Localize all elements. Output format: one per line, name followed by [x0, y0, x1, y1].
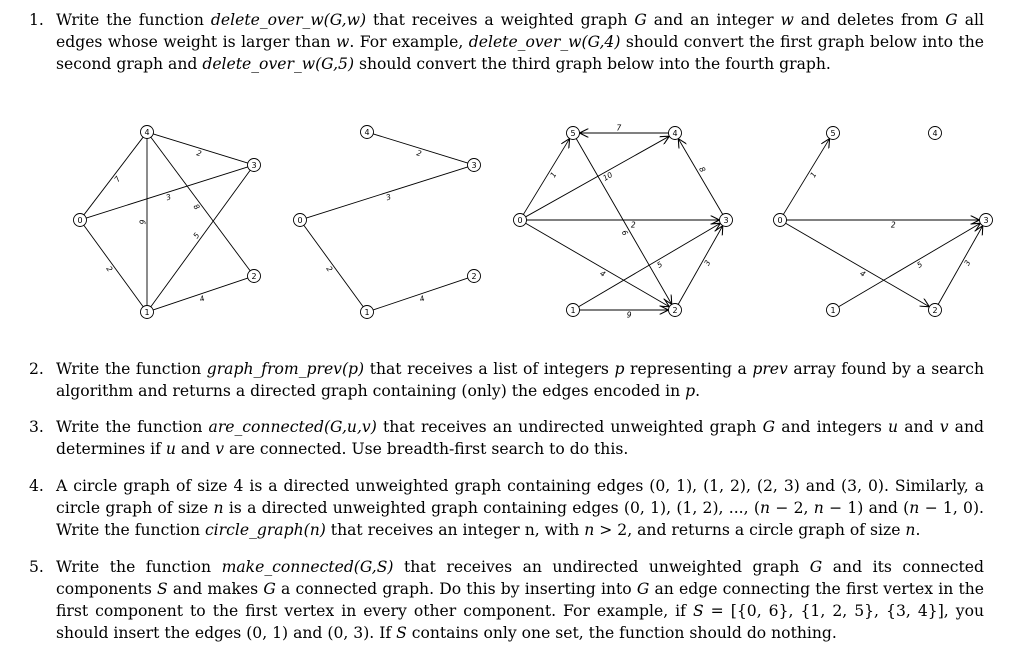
text-run: and integers	[775, 418, 889, 436]
math-variable: G	[263, 580, 276, 598]
text-run: and deletes from	[793, 11, 946, 29]
edge-weight-label: 8	[191, 202, 202, 212]
edge-0-5	[783, 139, 829, 215]
text-run: and	[175, 440, 216, 458]
math-variable: G	[945, 11, 958, 29]
vertex-label: 2	[672, 306, 678, 315]
vertex-label: 0	[297, 216, 303, 225]
edge-weight-label: 5	[655, 259, 665, 270]
problem-number: 4.	[29, 477, 44, 495]
math-variable: w	[336, 33, 350, 51]
vertex-label: 2	[251, 272, 257, 281]
text-run: Write the function	[56, 418, 209, 436]
edge-weight-label: 2	[890, 220, 896, 230]
math-variable: w	[780, 11, 794, 29]
edge-0-4	[526, 136, 670, 217]
text-run: − 1) and (	[823, 499, 910, 517]
function-name: delete_over_w(G,5)	[202, 55, 355, 73]
text-run: all edges whose weight is larger than	[56, 11, 984, 51]
edge-weight-label: 8	[697, 165, 708, 174]
edge-3-1	[151, 170, 250, 306]
vertex-label: 1	[144, 308, 150, 317]
vertex-label: 4	[932, 129, 938, 138]
function-name: graph_from_prev(p)	[206, 360, 365, 378]
graph-1-original	[74, 126, 261, 319]
problem-2	[29, 358, 984, 402]
text-run: and its connected components	[56, 558, 984, 598]
edge-weight-label: 4	[598, 268, 608, 279]
edge-1-3	[839, 220, 981, 306]
edge-weight-label: 6	[619, 228, 630, 238]
problem-3	[29, 416, 984, 460]
edge-weight-label: 7	[616, 123, 622, 133]
edge-0-2	[526, 220, 670, 306]
edge-weight-label: 4	[198, 293, 206, 304]
edge-2-3	[938, 226, 983, 305]
vertex-label: 0	[777, 216, 783, 225]
vertex-label: 2	[932, 306, 938, 315]
problem-text	[56, 416, 984, 460]
vertex-label: 4	[672, 129, 678, 138]
function-name: delete_over_w(G,4)	[468, 33, 621, 51]
math-variable: p	[614, 360, 625, 378]
vertex-label: 4	[364, 128, 370, 137]
edge-weight-label: 1	[808, 170, 819, 180]
edge-weight-label: 3	[164, 192, 173, 203]
text-run: and an integer	[646, 11, 781, 29]
edge-weight-label: 3	[962, 258, 973, 268]
text-run: representing a	[624, 360, 753, 378]
text-run: − 2,	[769, 499, 814, 517]
vertex-label: 0	[77, 216, 83, 225]
edge-weight-label: 5	[191, 230, 202, 241]
math-variable: S	[692, 602, 704, 620]
edge-weight-label: 7	[112, 174, 123, 184]
text-run: = [{0, 6}, {1, 2, 5}, {3, 4}], you should insert the edges (0, 1) and (0, 3). If	[56, 602, 985, 642]
text-run: that receives an undirected unweighted graph	[393, 558, 810, 576]
edge-weight-label: 10	[601, 170, 615, 183]
math-variable: S	[396, 624, 407, 642]
problem-text	[56, 556, 984, 644]
edge-weight-label: 2	[324, 264, 335, 274]
math-variable: n	[213, 499, 224, 517]
math-variable: n	[909, 499, 920, 517]
edge-weight-label: 2	[415, 148, 423, 159]
edge-weight-label: 6	[137, 219, 147, 225]
vertex-label: 3	[983, 216, 989, 225]
text-run: contains only one set, the function should do nothing.	[406, 624, 837, 642]
problem-number: 5.	[29, 558, 44, 576]
text-run: and makes	[167, 580, 264, 598]
problem-1	[29, 9, 984, 75]
math-variable: n	[584, 521, 595, 539]
text-run: Write the function	[56, 360, 207, 378]
math-variable: n	[813, 499, 824, 517]
edge-weight-label: 3	[702, 258, 713, 268]
text-run: and	[898, 418, 940, 436]
graph-3-directed-original	[514, 124, 733, 320]
edge-weight-label: 2	[104, 264, 115, 274]
edge-3-4	[678, 139, 722, 215]
text-run: a connected graph. Do this by inserting into	[275, 580, 637, 598]
math-variable: G	[809, 558, 823, 576]
text-run: Write the function	[56, 558, 222, 576]
edge-weight-label: 9	[626, 310, 632, 320]
text-run: that receives an undirected unweighted graph	[376, 418, 763, 436]
problem-text	[56, 9, 984, 75]
math-variable: prev	[752, 360, 788, 378]
problem-number: 3.	[29, 418, 44, 436]
text-run: .	[915, 521, 921, 539]
text-run: . For example,	[349, 33, 469, 51]
vertex-label: 2	[471, 272, 477, 281]
text-run: A circle graph of size 4 is a directed unweighted graph containing edges (0, 1), (1, 2), (2, 3) and (3, 0). Similarly, a circle graph of size	[56, 477, 984, 517]
text-run: are connected. Use breadth-first search to do this.	[224, 440, 629, 458]
math-variable: p	[685, 382, 696, 400]
vertex-label: 3	[471, 161, 477, 170]
math-variable: v	[939, 418, 949, 436]
vertex-label: 3	[723, 216, 729, 225]
edge-weight-label: 1	[548, 170, 559, 180]
text-run: and determines if	[56, 418, 984, 458]
vertex-label: 3	[251, 161, 257, 170]
graph-2-filtered-w4	[294, 126, 481, 319]
vertex-label: 1	[570, 306, 576, 315]
problem-number: 1.	[29, 11, 44, 29]
text-run: array found by a search algorithm and returns a directed graph containing (only) the edges encoded in	[56, 360, 984, 400]
math-variable: v	[215, 440, 224, 458]
vertex-label: 5	[830, 129, 836, 138]
edge-2-3	[678, 226, 723, 305]
vertex-label: 4	[144, 128, 150, 137]
math-variable: G	[762, 418, 776, 436]
vertex-label: 0	[517, 216, 523, 225]
math-variable: G	[636, 580, 650, 598]
edge-weight-label: 3	[384, 192, 393, 203]
text-run: is a directed unweighted graph containing edges (0, 1), (1, 2), ..., (	[223, 499, 760, 517]
function-name: are_connected(G,u,v)	[208, 418, 377, 436]
math-variable: G	[634, 11, 647, 29]
text-run: .	[695, 382, 701, 400]
vertex-label: 1	[364, 308, 370, 317]
edge-weight-label: 5	[915, 259, 925, 270]
edge-1-3	[579, 220, 721, 306]
text-run: that receives an integer n, with	[325, 521, 585, 539]
edge-weight-label: 2	[195, 148, 203, 159]
math-variable: u	[165, 440, 176, 458]
problem-5	[29, 556, 984, 644]
vertex-label: 5	[570, 129, 576, 138]
text-run: an edge connecting the first vertex in the first component to the first vertex in every other component. For example, if	[56, 580, 984, 620]
text-run: should convert the third graph below into the fourth graph.	[354, 55, 831, 73]
function-name: delete_over_w(G,w)	[210, 11, 367, 29]
problem-text	[56, 475, 984, 541]
text-run: that receives a weighted graph	[366, 11, 635, 29]
graph-4-directed-filtered-w5	[774, 127, 993, 317]
math-variable: n	[759, 499, 770, 517]
edge-weight-label: 2	[630, 220, 636, 230]
math-variable: S	[157, 580, 168, 598]
math-variable: u	[888, 418, 899, 436]
vertex-label: 1	[830, 306, 836, 315]
text-run: should convert the first graph below into the second graph and	[56, 33, 984, 73]
edge-0-5	[523, 139, 569, 215]
text-run: that receives a list of integers	[364, 360, 615, 378]
function-name: circle_graph(n)	[204, 521, 326, 539]
edge-weight-label: 4	[858, 268, 868, 279]
text-run: Write the function	[56, 11, 211, 29]
problem-4	[29, 475, 984, 541]
problem-number: 2.	[29, 360, 44, 378]
edge-weight-label: 4	[418, 293, 426, 304]
example-graphs	[55, 118, 1005, 328]
math-variable: n	[905, 521, 916, 539]
function-name: make_connected(G,S)	[221, 558, 394, 576]
text-run: − 1, 0). Write the function	[56, 499, 984, 539]
problem-text	[56, 358, 984, 402]
text-run: > 2, and returns a circle graph of size	[594, 521, 906, 539]
edge-0-2	[786, 220, 930, 306]
